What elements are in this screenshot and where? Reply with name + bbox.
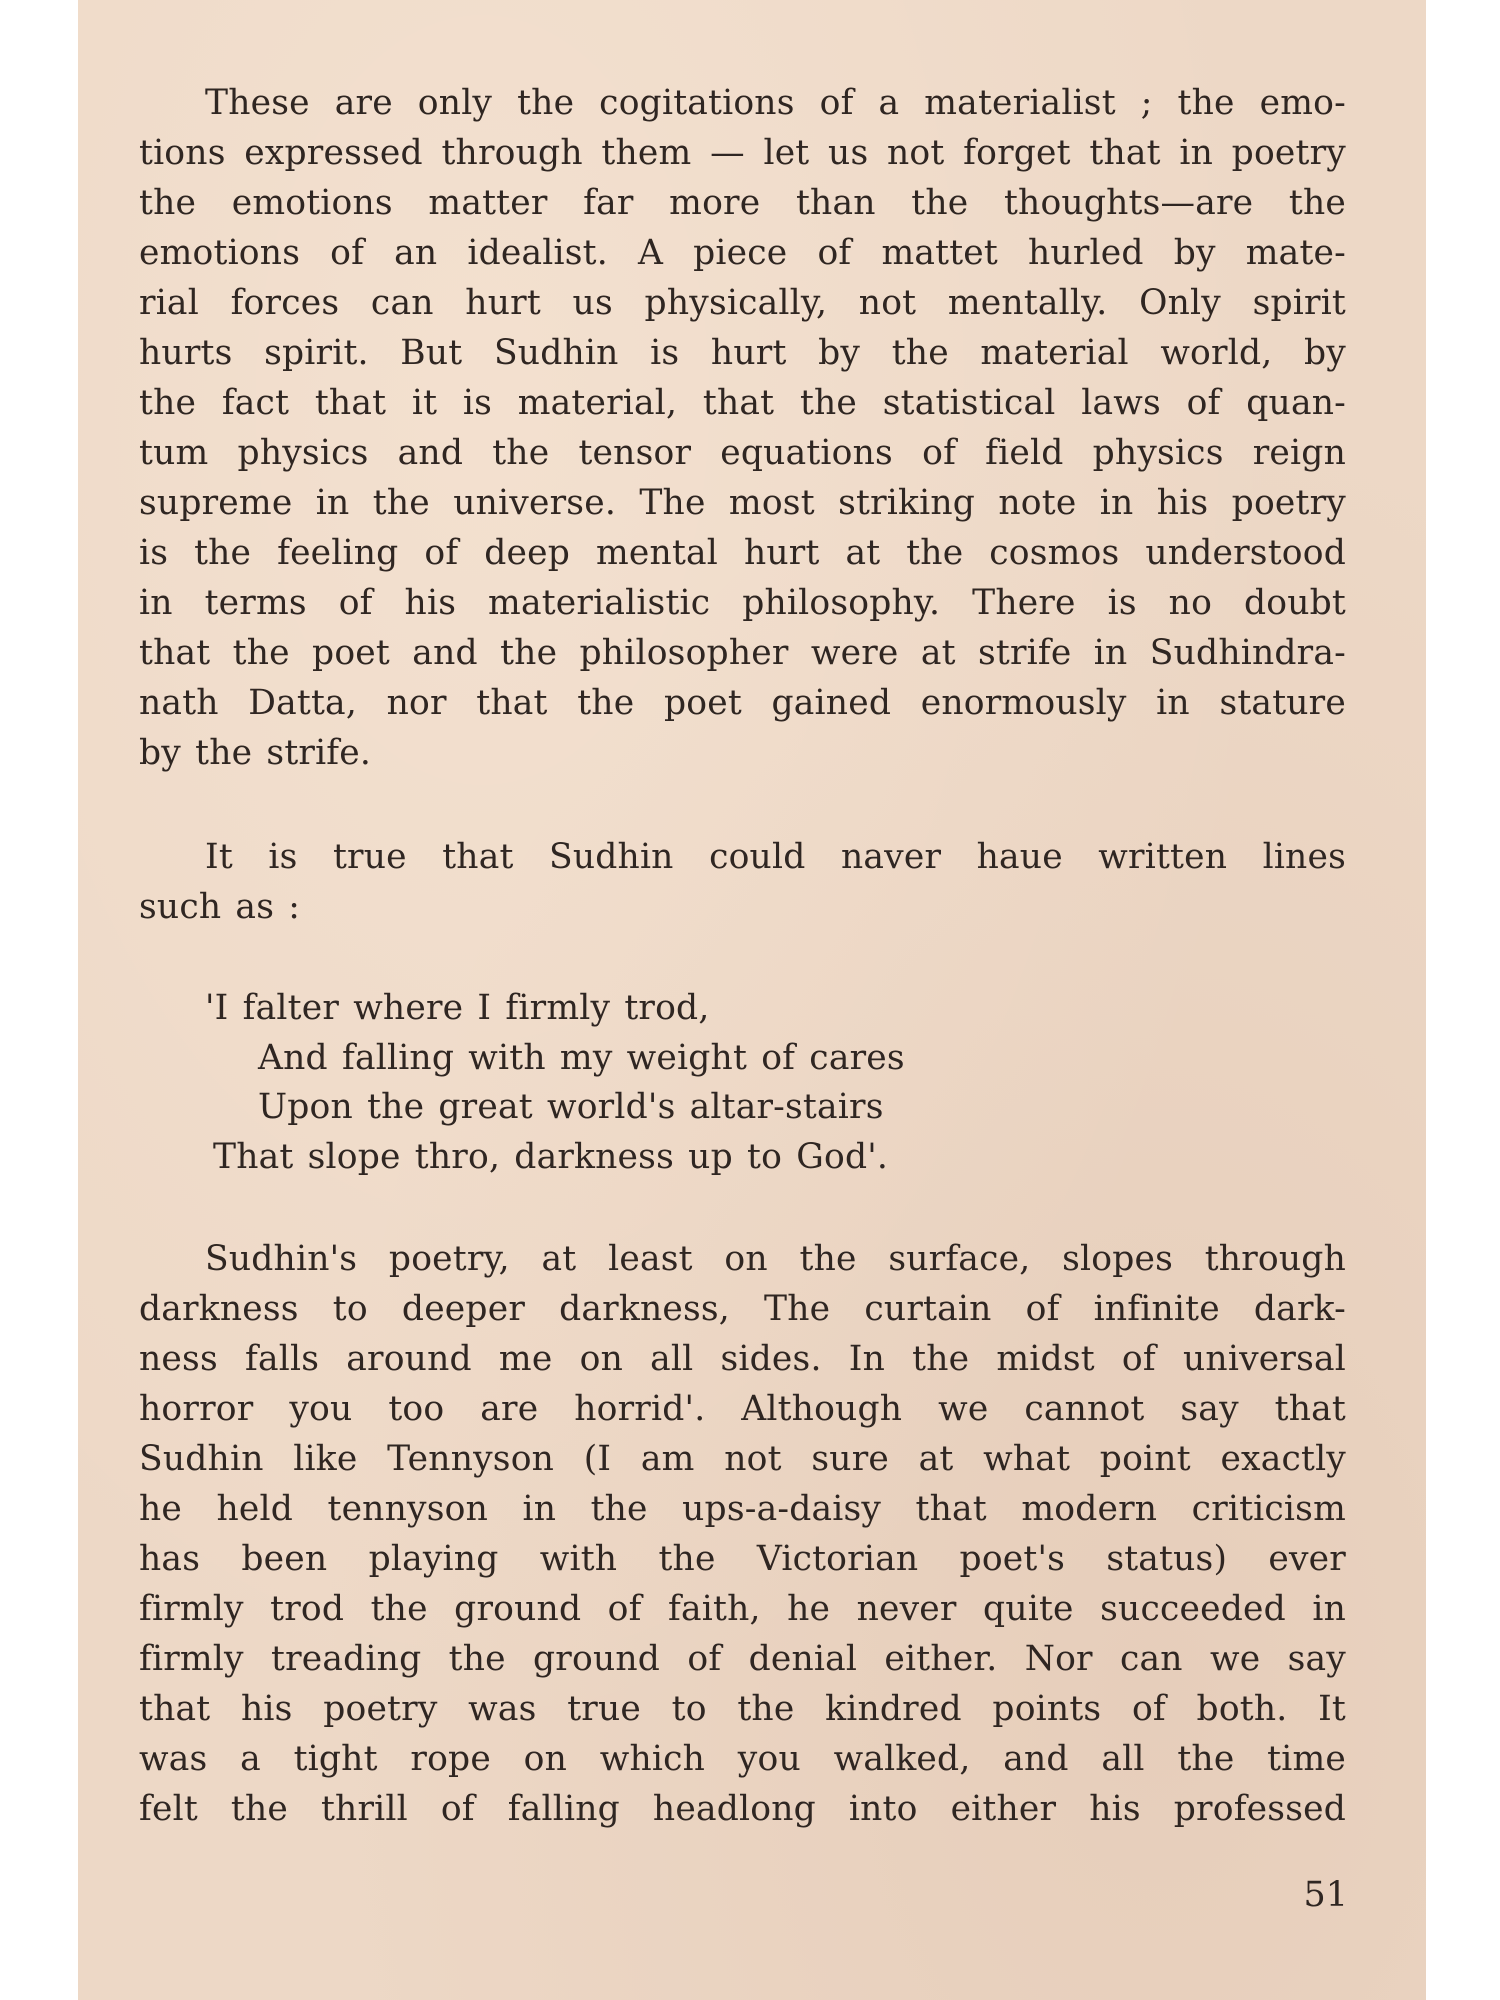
text-line: Sudhin like Tennyson (I am not sure at what point exactly xyxy=(139,1439,1346,1479)
text-line: rial forces can hurt us physically, not mentally. Only spirit xyxy=(139,283,1346,323)
text-line: hurts spirit. But Sudhin is hurt by the material world, by xyxy=(139,333,1346,373)
text-line: in terms of his materialistic philosophy. There is no doubt xyxy=(139,583,1346,623)
text-line: such as : xyxy=(139,887,301,927)
text-line: These are only the cogitations of a materialist ; the emo- xyxy=(205,83,1346,123)
poem-line: 'I falter where I firmly trod, xyxy=(205,988,710,1028)
paragraph-2 xyxy=(139,832,1346,932)
text-line: darkness to deeper darkness, The curtain of infinite dark- xyxy=(139,1289,1346,1329)
text-line: nath Datta, nor that the poet gained enormously in stature xyxy=(139,683,1346,723)
text-line: by the strife. xyxy=(139,733,372,773)
poem-line: That slope thro, darkness up to God'. xyxy=(213,1137,889,1177)
text-line: It is true that Sudhin could naver haue written lines xyxy=(205,837,1346,877)
poem-line: Upon the great world's altar-stairs xyxy=(258,1087,884,1127)
text-line: he held tennyson in the ups-a-daisy that modern criticism xyxy=(139,1489,1346,1529)
text-line: the fact that it is material, that the statistical laws of quan- xyxy=(139,383,1346,423)
book-page xyxy=(78,0,1426,2000)
text-line: Sudhin's poetry, at least on the surface, slopes through xyxy=(205,1239,1346,1279)
page-number: 51 xyxy=(1303,1875,1348,1915)
paragraph-3 xyxy=(139,1234,1346,1834)
text-line: firmly treading the ground of denial either. Nor can we say xyxy=(139,1639,1346,1679)
poem-line: And falling with my weight of cares xyxy=(258,1038,905,1078)
text-line: supreme in the universe. The most striking note in his poetry xyxy=(139,483,1346,523)
text-line: tions expressed through them — let us not forget that in poetry xyxy=(139,133,1346,173)
text-line: has been playing with the Victorian poet's status) ever xyxy=(139,1539,1346,1579)
text-line: that the poet and the philosopher were at strife in Sudhindra- xyxy=(139,633,1346,673)
text-line: tum physics and the tensor equations of field physics reign xyxy=(139,433,1346,473)
text-line: firmly trod the ground of faith, he never quite succeeded in xyxy=(139,1589,1346,1629)
text-line: was a tight rope on which you walked, and all the time xyxy=(139,1739,1346,1779)
text-line: is the feeling of deep mental hurt at the cosmos understood xyxy=(139,533,1346,573)
paragraph-1 xyxy=(139,78,1346,778)
text-line: ness falls around me on all sides. In the midst of universal xyxy=(139,1339,1346,1379)
text-line: that his poetry was true to the kindred points of both. It xyxy=(139,1689,1346,1729)
text-line: the emotions matter far more than the thoughts—are the xyxy=(139,183,1346,223)
text-line: emotions of an idealist. A piece of mattet hurled by mate- xyxy=(139,233,1346,273)
text-line: horror you too are horrid'. Although we cannot say that xyxy=(139,1389,1346,1429)
text-line: felt the thrill of falling headlong into either his professed xyxy=(139,1789,1346,1829)
